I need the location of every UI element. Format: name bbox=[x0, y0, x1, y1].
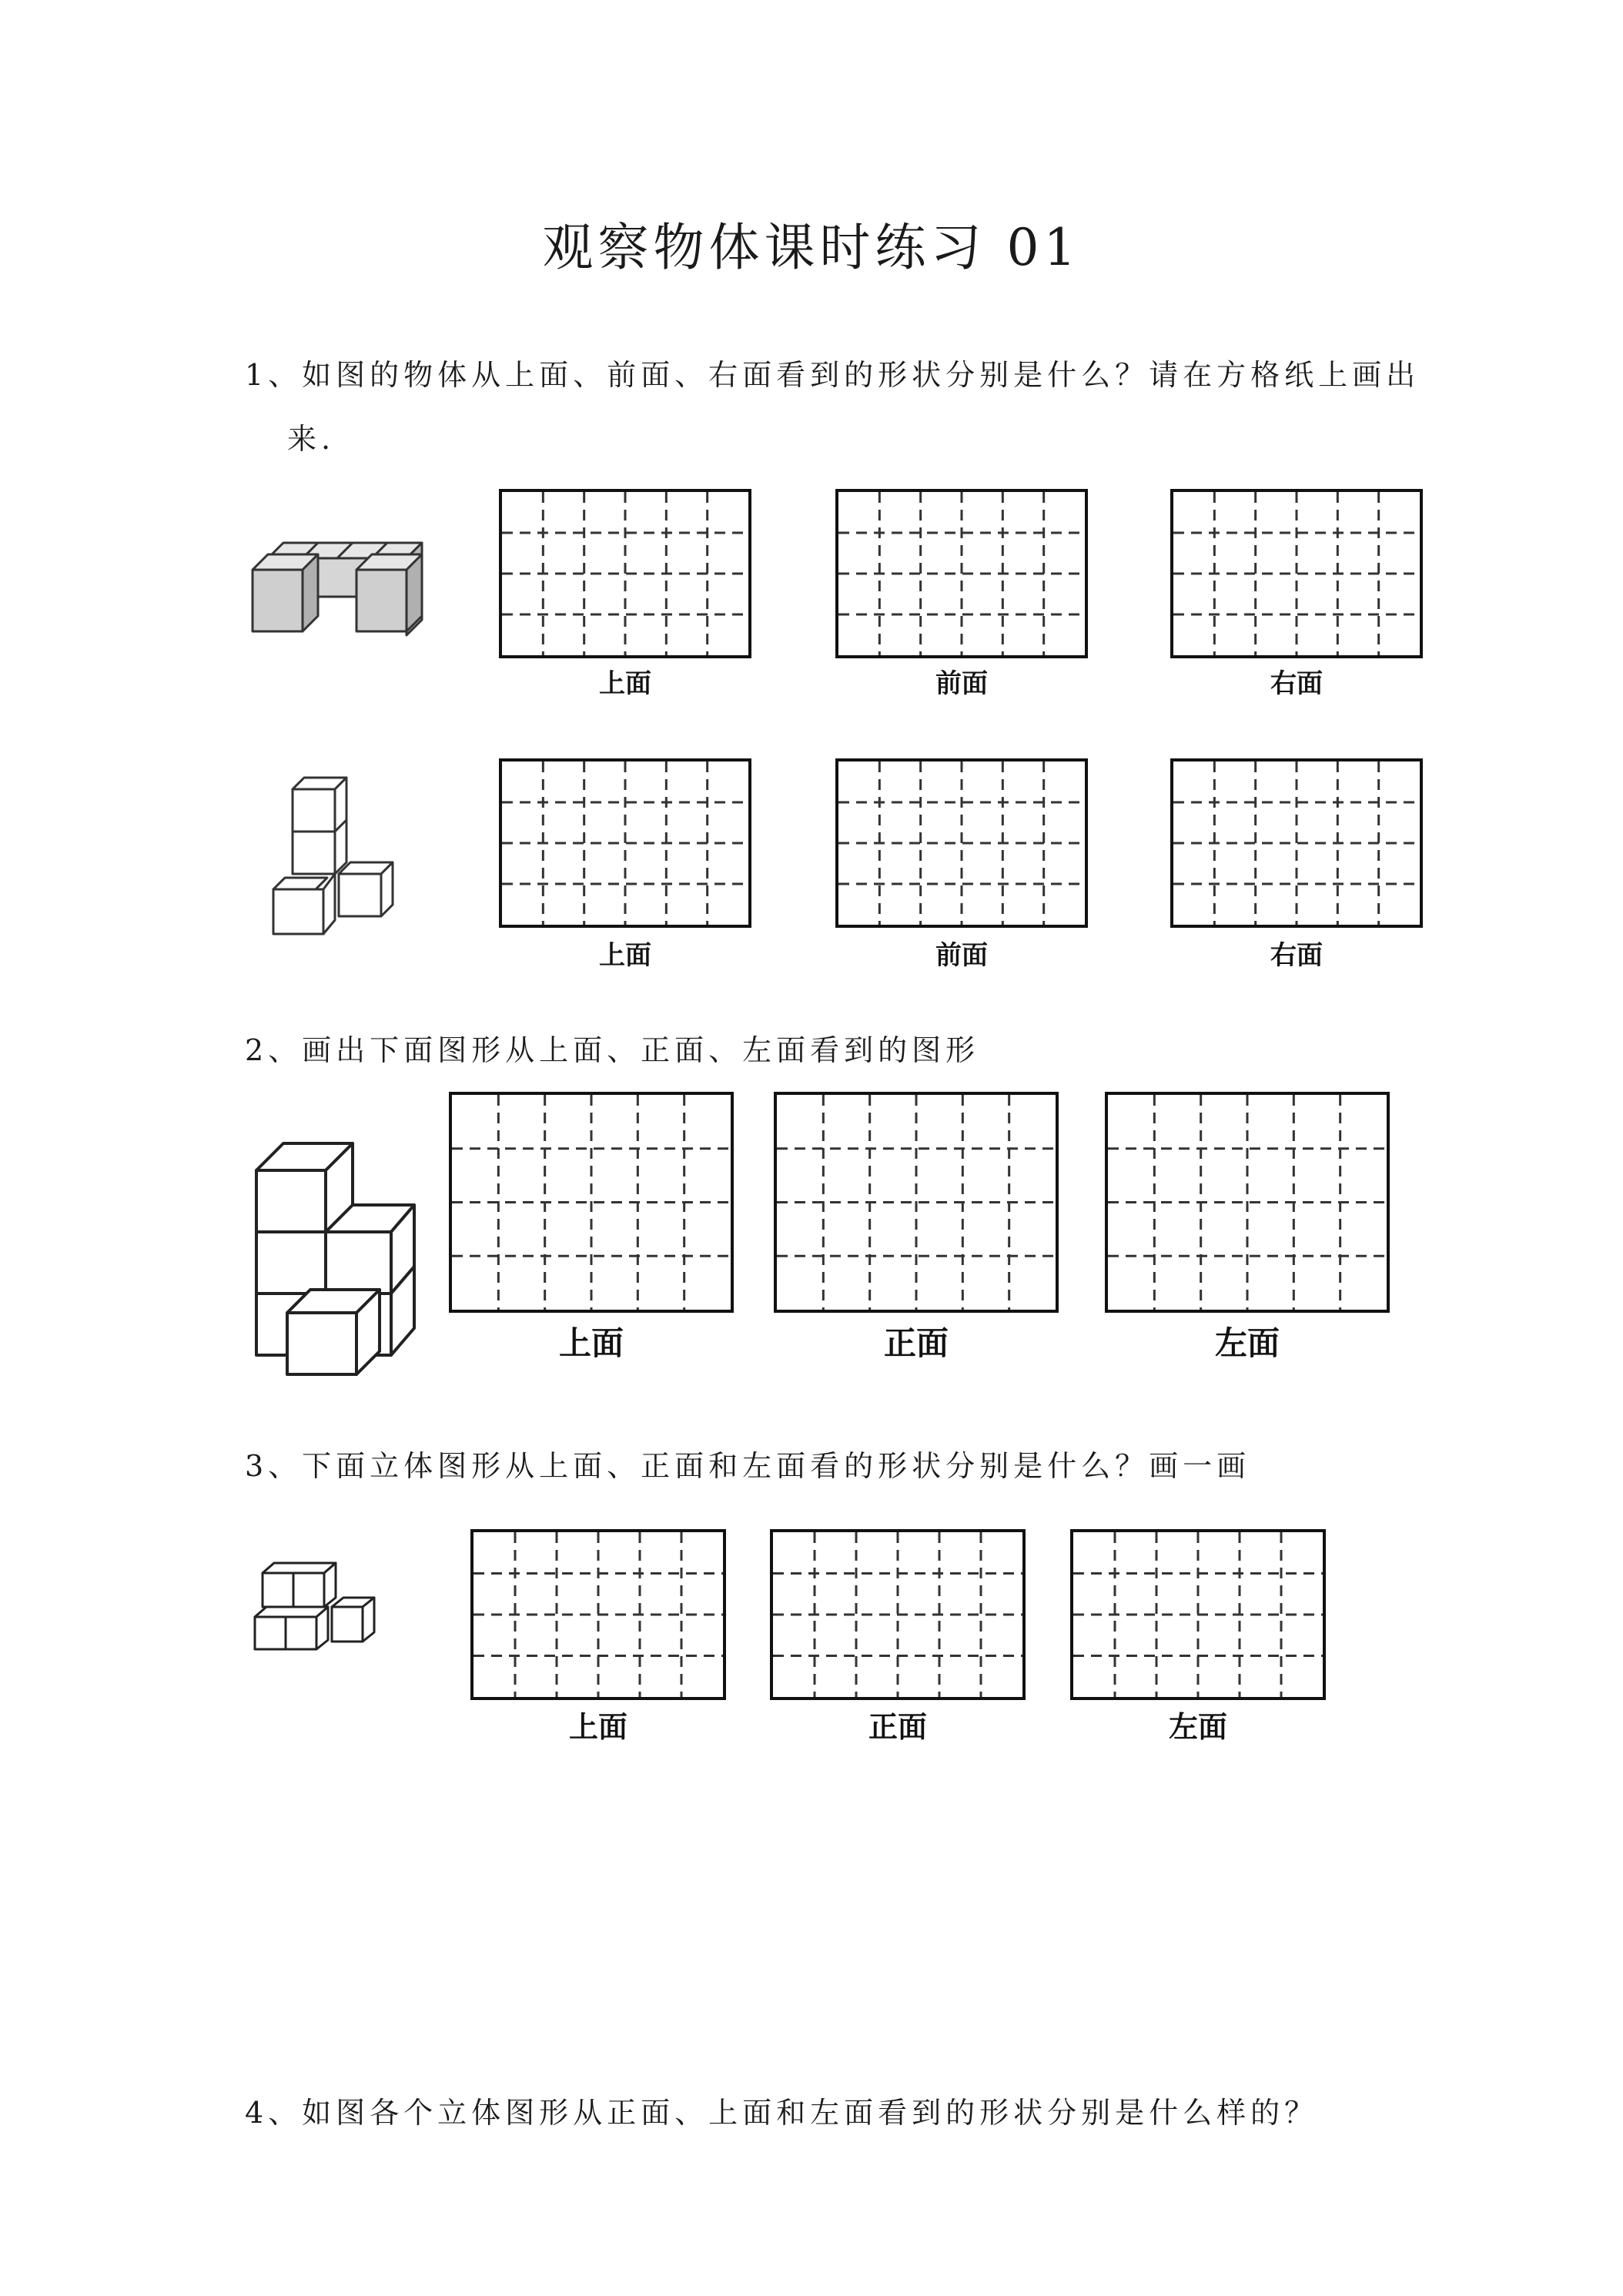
page-title: 观察物体课时练习 01 bbox=[542, 218, 1081, 277]
q1-grid-top-row1[interactable] bbox=[499, 489, 751, 658]
q2-grid-front[interactable] bbox=[774, 1092, 1059, 1313]
q3-grid-front[interactable] bbox=[770, 1529, 1026, 1700]
q2-label-top: 上面 bbox=[558, 1324, 624, 1362]
q2-grid-left[interactable] bbox=[1105, 1092, 1390, 1313]
q3-label-front: 正面 bbox=[868, 1710, 927, 1744]
q1-grid-front-row2[interactable] bbox=[835, 758, 1088, 928]
q1-label-right-row1: 右面 bbox=[1270, 668, 1323, 699]
q1-solid-figure-1 bbox=[245, 539, 453, 647]
q3-grid-left[interactable] bbox=[1070, 1529, 1326, 1700]
q2-label-front: 正面 bbox=[883, 1324, 949, 1362]
q1-grid-right-row2[interactable] bbox=[1170, 758, 1423, 928]
question-1-text: 1、如图的物体从上面、前面、右面看到的形状分别是什么？请在方格纸上画出 bbox=[245, 358, 1421, 392]
grid-dashed-lines bbox=[838, 492, 1085, 655]
grid-dashed-lines bbox=[1173, 492, 1420, 655]
question-2-text: 2、画出下面图形从上面、正面、左面看到的图形 bbox=[245, 1033, 980, 1067]
grid-dashed-lines bbox=[474, 1532, 723, 1697]
q1-label-top-row2: 上面 bbox=[599, 940, 651, 971]
q1-grid-right-row1[interactable] bbox=[1170, 489, 1423, 658]
grid-dashed-lines bbox=[777, 1095, 1056, 1310]
q2-label-left: 左面 bbox=[1214, 1324, 1280, 1362]
grid-dashed-lines bbox=[1073, 1532, 1323, 1697]
question-3-text: 3、下面立体图形从上面、正面和左面看的形状分别是什么？画一画 bbox=[245, 1449, 1251, 1483]
grid-dashed-lines bbox=[1108, 1095, 1387, 1310]
q3-label-left: 左面 bbox=[1168, 1710, 1227, 1744]
grid-dashed-lines bbox=[773, 1532, 1022, 1697]
q2-solid-figure bbox=[253, 1128, 437, 1378]
q1-grid-front-row1[interactable] bbox=[835, 489, 1088, 658]
grid-dashed-lines bbox=[452, 1095, 731, 1310]
grid-dashed-lines bbox=[1173, 761, 1420, 925]
question-1-text-cont: 来. bbox=[287, 422, 336, 456]
q1-label-top-row1: 上面 bbox=[599, 668, 651, 699]
grid-dashed-lines bbox=[838, 761, 1085, 925]
question-4-text: 4、如图各个立体图形从正面、上面和左面看到的形状分别是什么样的？ bbox=[245, 2096, 1319, 2130]
q1-label-right-row2: 右面 bbox=[1270, 940, 1323, 971]
q1-grid-top-row2[interactable] bbox=[499, 758, 751, 928]
q3-label-top: 上面 bbox=[568, 1710, 627, 1744]
q3-grid-top[interactable] bbox=[470, 1529, 726, 1700]
q2-grid-top[interactable] bbox=[449, 1092, 734, 1313]
q1-label-front-row2: 前面 bbox=[935, 940, 988, 971]
q3-solid-figure bbox=[251, 1551, 390, 1652]
q1-label-front-row1: 前面 bbox=[935, 668, 988, 699]
grid-dashed-lines bbox=[502, 492, 748, 655]
grid-dashed-lines bbox=[502, 761, 748, 925]
q1-solid-figure-2 bbox=[266, 774, 412, 943]
